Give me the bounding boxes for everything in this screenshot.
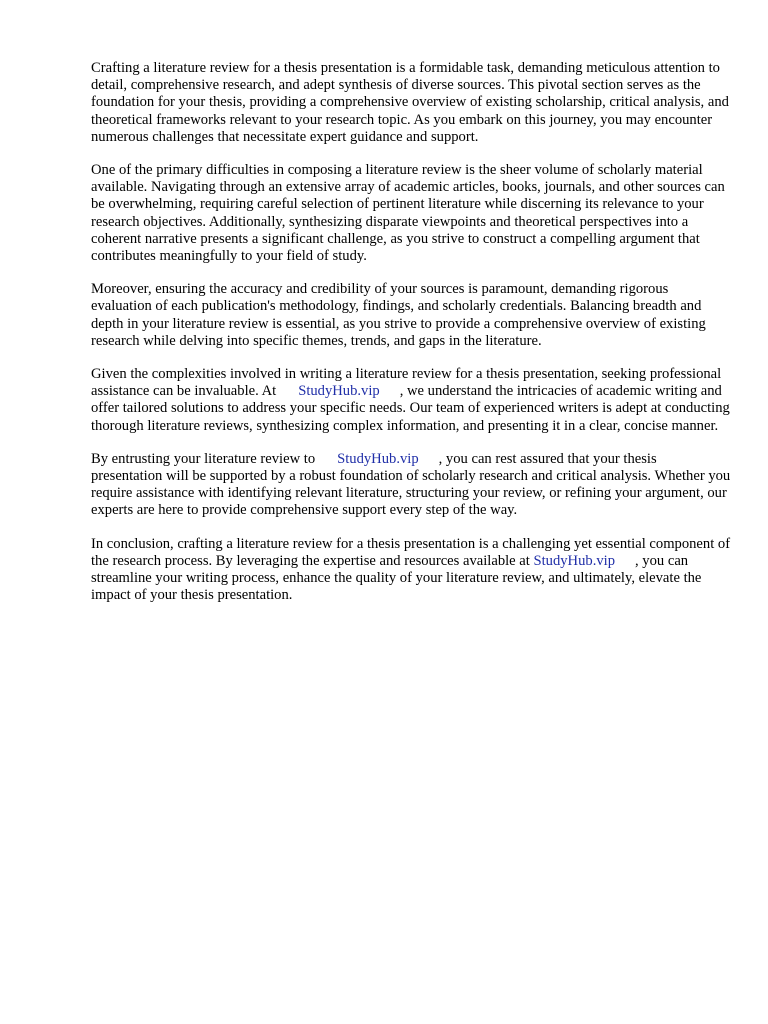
studyhub-link[interactable]: StudyHub.vip (298, 383, 380, 400)
paragraph-entrusting (91, 451, 731, 520)
studyhub-link[interactable]: StudyHub.vip (533, 552, 615, 569)
document-page (91, 60, 731, 620)
paragraph-difficulties: One of the primary difficulties in composing a literature review is the sheer volume of scholarly material available. Navigating through an extensive array of academic articles, books, journals, and other sources can be overwhelming, requiring careful selection of pertinent literature while discerning its relevance to your research objectives. Additionally, synthesizing disparate viewpoints and theoretical perspectives into a coherent narrative presents a significant challenge, as you strive to construct a compelling argument that contributes meaningfully to your field of study. (91, 162, 725, 265)
paragraph-assistance-text-after: , we understand the intricacies of academic writing and offer tailored solutions to address your specific needs. Our team of experienced writers is adept at conducting thorough literature reviews, synthesizing complex information, and presenting it in a clear, concise manner. (91, 383, 730, 434)
paragraph-conclusion-text-after: , you can streamline your writing process, enhance the quality of your literature review, and ultimately, elevate the impact of your thesis presentation. (91, 552, 702, 604)
studyhub-link[interactable]: StudyHub.vip (337, 450, 419, 467)
paragraph-assistance (91, 366, 731, 435)
paragraph-assistance-text-before: Given the complexities involved in writing a literature review for a thesis presentation, seeking professional assistance can be invaluable. At (91, 366, 722, 400)
paragraph-accuracy: Moreover, ensuring the accuracy and credibility of your sources is paramount, demanding rigorous evaluation of each publication's methodology, findings, and scholarly credentials. Balancing breadth and depth in your literature review is essential, as you strive to provide a comprehensive overview of existing research while delving into specific themes, trends, and gaps in the literature. (91, 281, 706, 349)
paragraph-intro: Crafting a literature review for a thesis presentation is a formidable task, demanding meticulous attention to detail, comprehensive research, and adept synthesis of diverse sources. This pivotal section serves as the foundation for your thesis, providing a comprehensive overview of existing scholarship, critical analysis, and theoretical frameworks relevant to your research topic. As you embark on this journey, you may encounter numerous challenges that necessitate expert guidance and support. (91, 60, 729, 145)
paragraph-conclusion (91, 536, 731, 605)
paragraph-entrusting-text-before: By entrusting your literature review to (91, 450, 316, 467)
paragraph-entrusting-text-after: , you can rest assured that your thesis presentation will be supported by a robust foundation of scholarly research and critical analysis. Whether you require assistance with identifying relevant literature, structuring your review, or refining your argument, our experts are here to provide comprehensive support every step of the way. (91, 450, 731, 519)
paragraph-conclusion-text-before: In conclusion, crafting a literature review for a thesis presentation is a challenging yet essential component of the research process. By leveraging the expertise and resources available at (91, 535, 731, 569)
